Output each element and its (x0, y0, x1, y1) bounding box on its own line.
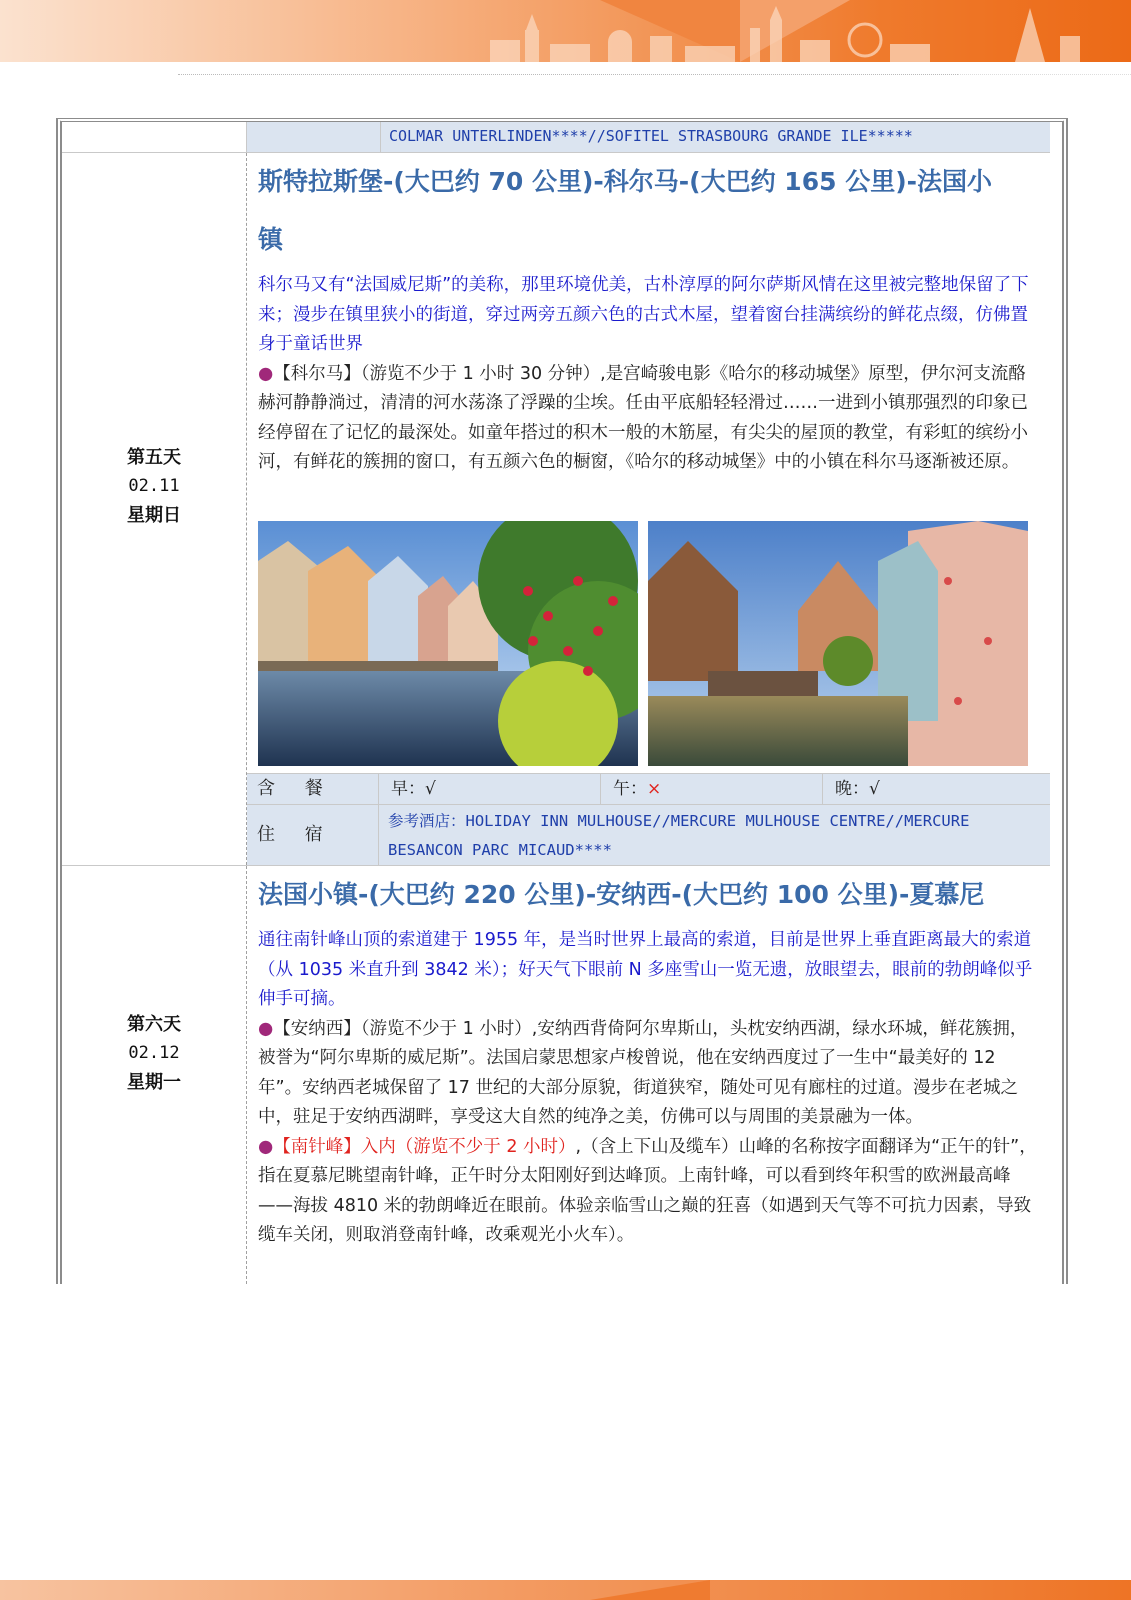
day-number: 第六天 (127, 1014, 181, 1035)
spot-description (258, 1015, 1038, 1133)
day-6-label (62, 866, 247, 1284)
meals-label: 含 餐 (247, 774, 379, 804)
spot-name: 【科尔马】 (273, 363, 361, 384)
colmar-photo-1 (258, 521, 638, 766)
day-5-label (62, 153, 247, 865)
day-date: 02.11 (128, 476, 180, 496)
empty-cell (247, 122, 381, 152)
spot-description (258, 360, 1038, 478)
footer-bar (0, 1580, 1131, 1600)
spot-name: 【南针峰】入内（游览不少于 2 小时） (273, 1136, 576, 1157)
dinner-cell: 晚：√ (835, 779, 880, 799)
day-5-block (62, 153, 1050, 866)
day-title: 法国小镇-(大巴约 220 公里)-安纳西-(大巴约 100 公里)-夏慕尼 (258, 880, 985, 909)
day-5-content (258, 153, 1038, 478)
lunch-cell (601, 774, 823, 804)
hotel-continuation-row (62, 122, 1050, 153)
hotel-reference: 参考酒店：HOLIDAY INN MULHOUSE//MERCURE MULHOUSE CENTRE//MERCURE BESANCON PARC MICAUD**** (388, 812, 970, 859)
accommodation-label: 住 宿 (247, 805, 379, 865)
hotel-cell (381, 122, 1050, 152)
spot-text: （游览不少于 1 小时 30 分钟）,是宫崎骏电影《哈尔的移动城堡》原型，伊尔河支流酪赫河静静淌过，清清的河水荡涤了浮躁的尘埃。任由平底船轻轻滑过……一进到小镇那强烈的印象已经停留在了记忆的最深处。如童年搭过的积木一般的木筋屋，有尖尖的屋顶的教堂，有彩虹的缤纷小河，有鲜花的簇拥的窗口，有五颜六色的橱窗，《哈尔的移动城堡》中的小镇在科尔马逐渐被还原。 (258, 363, 1028, 472)
bullet-icon: ● (258, 363, 274, 384)
accommodation-row (247, 804, 1050, 865)
day-title: 斯特拉斯堡-(大巴约 70 公里)-科尔马-(大巴约 165 公里)-法国小 (258, 167, 992, 196)
bullet-icon: ● (258, 1136, 274, 1157)
header-divider (178, 74, 958, 75)
meals-row (247, 773, 1050, 804)
day-6-content (258, 866, 1038, 1251)
colmar-photo-2 (648, 521, 1028, 766)
city-skyline-icon (470, 0, 1090, 62)
spot-text: （游览不少于 1 小时）,安纳西背倚阿尔卑斯山，头枕安纳西湖，绿水环城，鲜花簇拥，被誉为“阿尔卑斯的威尼斯”。法国启蒙思想家卢梭曾说，他在安纳西度过了一生中“最美好的 12 年”。安纳西老城保留了 17 世纪的大部分原貌，街道狭窄，随处可见有廊柱的过道。漫步在老城之中，驻足于安纳西湖畔，享受这大自然的纯净之美，仿佛可以与周围的美景融为一体。 (258, 1018, 1028, 1127)
day-date: 02.12 (128, 1043, 180, 1063)
header-banner (0, 0, 1131, 62)
lunch-label: 午： (613, 779, 647, 799)
empty-cell (62, 122, 247, 152)
hotel-names: COLMAR UNTERLINDEN****//SOFITEL STRASBOURG GRANDE ILE***** (389, 127, 913, 145)
day-weekday: 星期日 (127, 505, 181, 526)
cross-icon: × (647, 779, 662, 799)
spot-name: 【安纳西】 (273, 1018, 361, 1039)
day-title-continued: 镇 (258, 225, 284, 254)
day-number: 第五天 (127, 447, 181, 468)
header-divider (958, 74, 1131, 75)
day-weekday: 星期一 (127, 1072, 181, 1093)
breakfast-cell: 早：√ (379, 774, 601, 804)
bullet-icon: ● (258, 1018, 274, 1039)
spot-description (258, 1133, 1038, 1251)
footer-shape (590, 1580, 710, 1600)
day-intro: 科尔马又有“法国威尼斯”的美称，那里环境优美，古朴淳厚的阿尔萨斯风情在这里被完整地保留了下来；漫步在镇里狭小的街道，穿过两旁五颜六色的古式木屋，望着窗台挂满缤纷的鲜花点缀，仿佛置身于童话世界 (258, 275, 1029, 354)
spot-text: ,（含上下山及缆车）山峰的名称按字面翻译为“正午的针”，指在夏慕尼眺望南针峰，正午时分太阳刚好到达峰顶。上南针峰，可以看到终年积雪的欧洲最高峰——海拔 4810 米的勃朗峰近在眼前。体验亲临雪山之巅的狂喜（如遇到天气等不可抗力因素，导致缆车关闭，则取消登南针峰，改乘观光小火车）。 (258, 1136, 1037, 1245)
day-6-block (62, 866, 1050, 1284)
itinerary-table (56, 118, 1068, 1284)
day-intro: 通往南针峰山顶的索道建于 1955 年，是当时世界上最高的索道，目前是世界上垂直距离最大的索道（从 1035 米直升到 3842 米）；好天气下眼前 N 多座雪山一览无遗，放眼望去，眼前的勃朗峰似乎伸手可摘。 (258, 930, 1033, 1009)
